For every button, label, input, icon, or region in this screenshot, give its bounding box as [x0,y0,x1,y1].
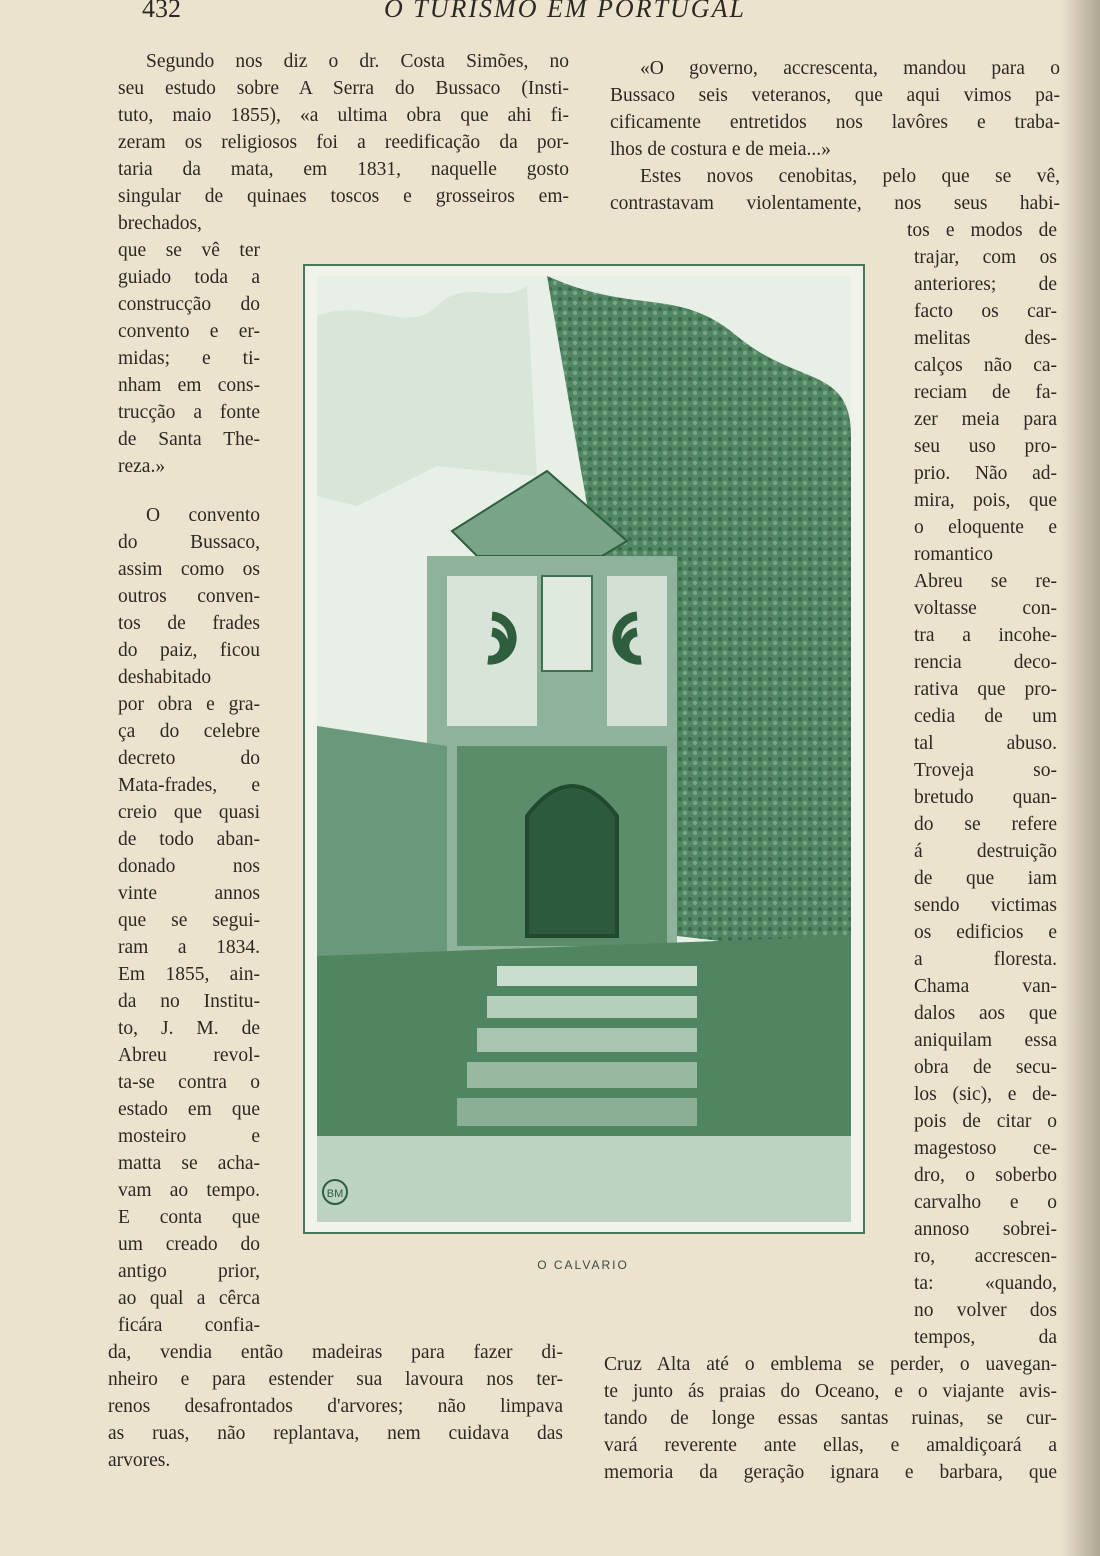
text-line: construcção do [118,294,260,315]
text-line: da, vendia então madeiras para fazer di- [108,1342,563,1363]
text-line: trucção a fonte [118,402,260,423]
text-line: do paiz, ficou [118,640,260,661]
text-line: pois de citar o [914,1111,1057,1132]
text-line: tos de frades [118,613,260,634]
text-line: outros conven- [118,586,260,607]
text-line: ao qual a cêrca [118,1288,260,1309]
text-line: singular de quinaes toscos e grosseiros em- [118,186,569,207]
text-line: seu uso pro- [914,436,1057,457]
text-line: matta se acha- [118,1153,260,1174]
text-line: melitas des- [914,328,1057,349]
text-line: prio. Não ad- [914,463,1057,484]
calvario-photo-frame [303,264,865,1234]
text-line: trajar, com os [914,247,1057,268]
text-line: Em 1855, ain- [118,964,260,985]
text-line: Chama van- [914,976,1057,997]
text-line: ça do celebre [118,721,260,742]
text-line: deshabitado [118,667,212,688]
text-line: dalos aos que [914,1003,1057,1024]
text-line: donado nos [118,856,260,877]
text-line: tando de longe essas santas ruinas, se cur- [604,1408,1057,1429]
text-line: ficára confia- [118,1315,260,1336]
text-line: «O governo, accrescenta, mandou para o [640,58,1060,79]
text-line: do se refere [914,814,1057,835]
text-line: assim como os [118,559,260,580]
text-line: ram a 1834. [118,937,260,958]
text-line: to, J. M. de [118,1018,260,1039]
text-line: antigo prior, [118,1261,260,1282]
text-line: Abreu revol- [118,1045,260,1066]
text-line: Segundo nos diz o dr. Costa Simões, no [146,51,569,72]
text-line: taria da mata, em 1831, naquelle gosto [118,159,569,180]
text-line: nheiro e para estender sua lavoura nos ter- [108,1369,563,1390]
text-line: memoria da geração ignara e barbara, que [604,1462,1057,1483]
text-line: contrastavam violentamente, nos seus habi- [610,193,1060,214]
text-line: Abreu se re- [914,571,1057,592]
text-line: vará reverente ante ellas, e amaldiçoará a [604,1435,1057,1456]
text-line: cedia de um [914,706,1057,727]
text-line: á destruição [914,841,1057,862]
text-line: rencia deco- [914,652,1057,673]
page-header [0,0,1100,28]
text-line: arvores. [108,1450,171,1471]
text-line: ta-se contra o [118,1072,260,1093]
text-line: rativa que pro- [914,679,1057,700]
text-line: guiado toda a [118,267,260,288]
text-line: cificamente entretidos nos lavôres e traba- [610,112,1060,133]
text-line: O convento [146,505,260,526]
text-line: calços não ca- [914,355,1057,376]
text-line: de Santa The- [118,429,260,450]
text-line: decreto do [118,748,260,769]
text-line: de todo aban- [118,829,260,850]
text-line: de que iam [914,868,1057,889]
text-line: tuto, maio 1855), «a ultima obra que ahi fi- [118,105,569,126]
text-line: a floresta. [914,949,1057,970]
text-line: lhos de costura e de meia...» [610,139,831,160]
text-line: creio que quasi [118,802,260,823]
text-line: tempos, da [914,1327,1057,1348]
text-line: zer meia para [914,409,1057,430]
text-line: carvalho e o [914,1192,1057,1213]
text-line: ta: «quando, [914,1273,1057,1294]
text-line: te junto ás praias do Oceano, e o viajante avis- [604,1381,1057,1402]
monogram-text: BM [326,1188,344,1200]
text-line: bretudo quan- [914,787,1057,808]
text-line: midas; e ti- [118,348,260,369]
text-line: mosteiro e [118,1126,260,1147]
text-line: renos desafrontados d'arvores; não limpava [108,1396,563,1417]
text-line: convento e er- [118,321,260,342]
text-line: o eloquente e [914,517,1057,538]
text-line: no volver dos [914,1300,1057,1321]
text-line: por obra e gra- [118,694,260,715]
text-line: estado em que [118,1099,260,1120]
text-line: Mata-frades, e [118,775,260,796]
running-title: O TURISMO EM PORTUGAL [384,0,746,23]
text-line: brechados, [118,213,202,234]
text-line: ro, accrescen- [914,1246,1057,1267]
text-line: reciam de fa- [914,382,1057,403]
text-line: tos e modos de [907,220,1057,241]
text-line: dro, o soberbo [914,1165,1057,1186]
text-line: mira, pois, que [914,490,1057,511]
text-line: do Bussaco, [118,532,260,553]
text-line: Bussaco seis veteranos, que aqui vimos pa- [610,85,1060,106]
calvario-photo-illustration [317,276,851,1222]
text-line: anteriores; de [914,274,1057,295]
text-line: E conta que [118,1207,260,1228]
text-line: facto os car- [914,301,1057,322]
text-line: Troveja so- [914,760,1057,781]
text-line: tal abuso. [914,733,1057,754]
text-line: obra de secu- [914,1057,1057,1078]
text-line: que se segui- [118,910,260,931]
text-line: que se vê ter [118,240,260,261]
text-line: voltasse con- [914,598,1057,619]
text-line: vinte annos [118,883,260,904]
text-line: os edificios e [914,922,1057,943]
text-line: seu estudo sobre A Serra do Bussaco (Insti- [118,78,569,99]
text-line: reza.» [118,456,166,477]
text-line: vam ao tempo. [118,1180,260,1201]
page-number: 432 [142,0,181,23]
text-line: magestoso ce- [914,1138,1057,1159]
text-line: zeram os religiosos foi a reedificação da por- [118,132,569,153]
text-line: annoso sobrei- [914,1219,1057,1240]
text-line: sendo victimas [914,895,1057,916]
text-line: um creado do [118,1234,260,1255]
page-edge-shadow [1060,0,1100,1556]
calvario-photo [317,276,851,1222]
text-line: Estes novos cenobitas, pelo que se vê, [640,166,1060,187]
text-line: aniquilam essa [914,1030,1057,1051]
text-line: nham em cons- [118,375,260,396]
text-line: Cruz Alta até o emblema se perder, o uavegan- [604,1354,1057,1375]
text-line: los (sic), e de- [914,1084,1057,1105]
figure-caption: O CALVARIO [537,1258,629,1272]
text-line: tra a incohe- [914,625,1057,646]
text-line: as ruas, não replantava, nem cuidava das [108,1423,563,1444]
text-line: da no Institu- [118,991,260,1012]
text-line: romantico [914,544,994,565]
